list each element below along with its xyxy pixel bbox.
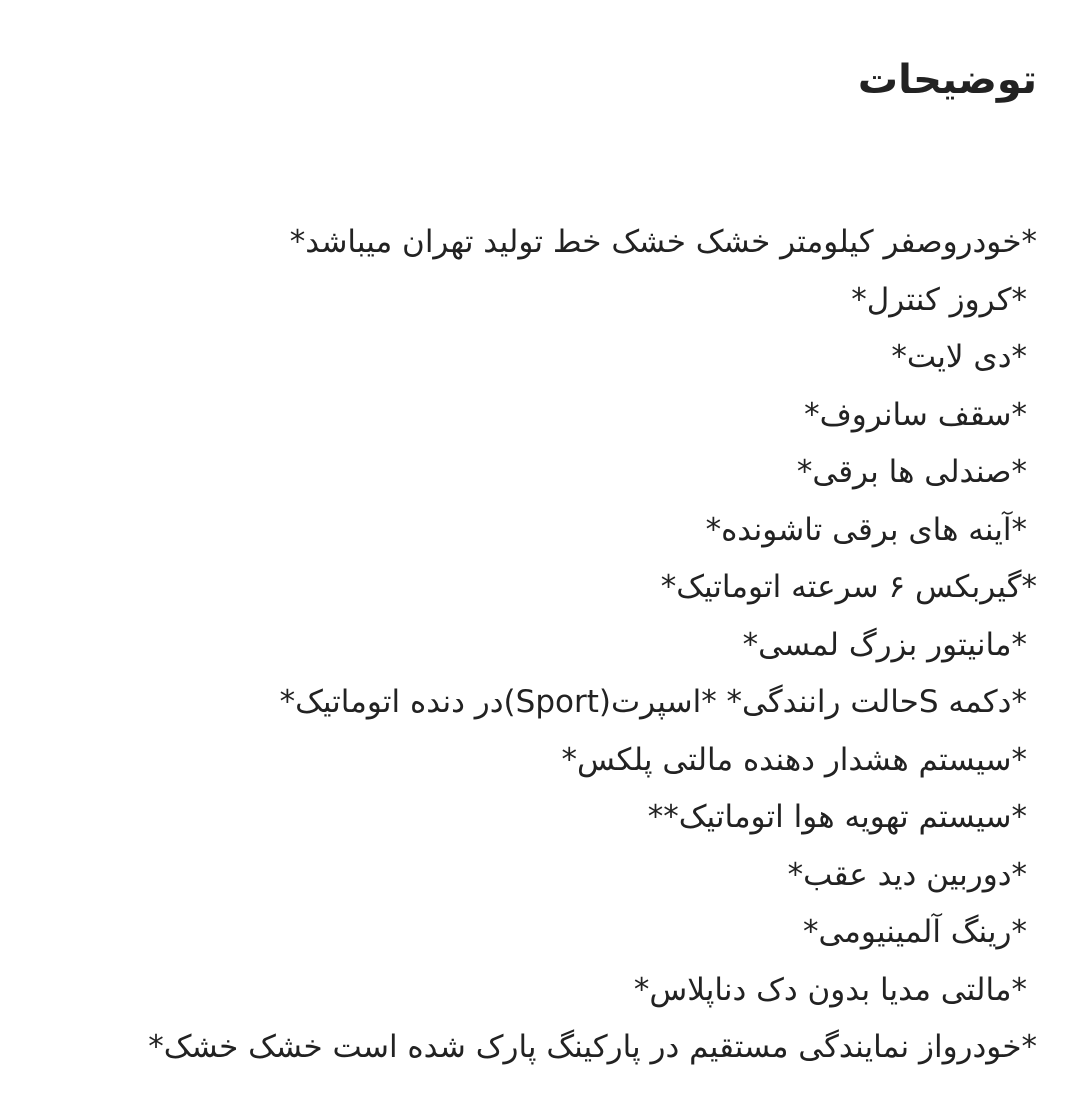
description-line: *صندلی ها برقی* [796,454,1027,490]
description-body [40,214,1037,1077]
description-line: *مالتی مدیا بدون دک دناپلاس* [633,971,1027,1008]
description-line: *دوربین دید عقب* [787,856,1027,893]
description-line: *مانیتور بزرگ لمسی* [742,626,1027,663]
description-line: *دکمه Sحالت رانندگی* *اسپرت(Sport)در دنده اتوماتیک* [279,684,1027,720]
description-line: *سقف سانروف* [804,396,1027,433]
section-title: توضیحات [857,57,1037,103]
description-line: *خودرواز نمایندگی مستقیم در پارکینگ پارک شده است خشک خشک* [148,1029,1037,1065]
description-line: *آینه های برقی تاشونده* [705,511,1027,548]
description-line: *خودروصفر کیلومتر خشک خشک خط تولید تهران میباشد* [289,224,1037,260]
description-line: *کروز کنترل* [851,281,1027,318]
description-line: *سیستم هشدار دهنده مالتی پلکس* [561,741,1027,778]
description-line: *دی لایت* [891,339,1027,375]
description-line: *رینگ آلمینیومی* [802,914,1027,950]
description-line: *سیستم تهویه هوا اتوماتیک** [647,799,1027,835]
description-line: *گیربکس ۶ سرعته اتوماتیک* [660,569,1037,605]
